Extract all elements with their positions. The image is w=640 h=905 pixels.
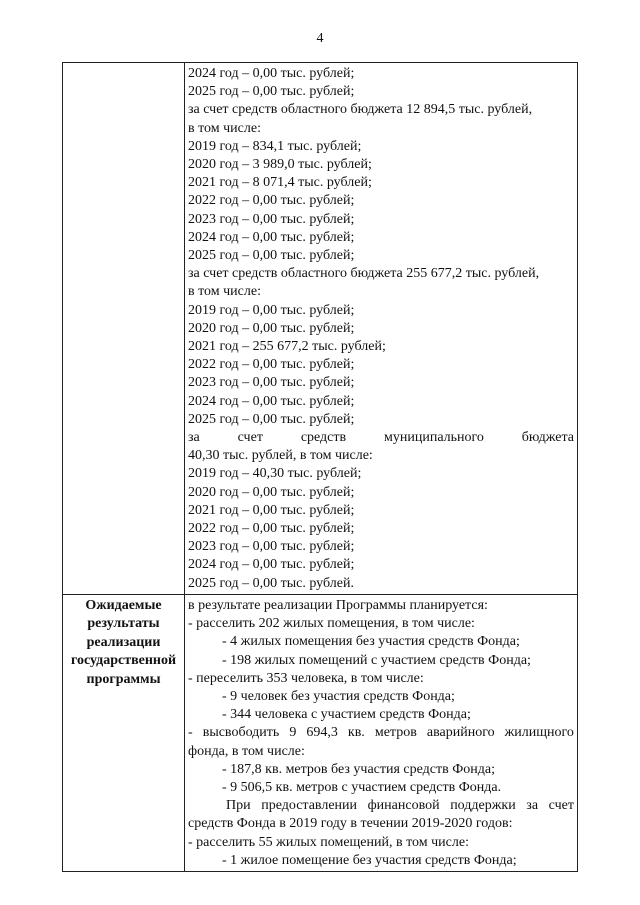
funding-line: 2025 год – 0,00 тыс. рублей. (188, 575, 354, 591)
result-line: - 344 человека с участием средств Фонда; (222, 707, 471, 723)
label-line: программы (86, 671, 161, 687)
funding-line: 2023 год – 0,00 тыс. рублей; (188, 375, 355, 391)
funding-line: за счет средств областного бюджета 255 677,2 тыс. рублей, (188, 266, 540, 282)
label-line: результаты (87, 616, 160, 632)
result-line: - 9 506,5 кв. метров с участием средств Фонда. (222, 779, 502, 795)
label-line: реализации (86, 634, 161, 650)
funding-line: 2020 год – 0,00 тыс. рублей; (188, 320, 355, 336)
result-line: - высвободить 9 694,3 кв. метров аварийного жилищного (188, 725, 574, 741)
result-line: в результате реализации Программы планируется: (188, 597, 488, 613)
result-line: средств Фонда в 2019 году в течении 2019-2020 годов: (188, 816, 513, 832)
funding-line: 2025 год – 0,00 тыс. рублей; (188, 84, 355, 100)
funding-line: 2024 год – 0,00 тыс. рублей; (188, 229, 355, 245)
funding-line: 2023 год – 0,00 тыс. рублей; (188, 211, 355, 227)
funding-line: 2020 год – 3 989,0 тыс. рублей; (188, 157, 372, 173)
funding-line: 2019 год – 834,1 тыс. рублей; (188, 138, 362, 154)
result-line: фонда, в том числе: (188, 743, 305, 759)
funding-line: в том числе: (188, 120, 261, 136)
funding-line: 2022 год – 0,00 тыс. рублей; (188, 193, 355, 209)
municipal-budget-word: за (188, 430, 200, 446)
funding-line: 2022 год – 0,00 тыс. рублей; (188, 357, 355, 373)
result-line: - 1 жилое помещение без участия средств Фонда; (222, 852, 517, 868)
result-line: - переселить 353 человека, в том числе: (188, 670, 424, 686)
result-line: - расселить 202 жилых помещения, в том числе: (188, 616, 475, 632)
funding-line: 2025 год – 0,00 тыс. рублей; (188, 248, 355, 264)
result-line: - 9 человек без участия средств Фонда; (222, 688, 455, 704)
municipal-budget-word: бюджета (521, 430, 574, 446)
funding-line: 2024 год – 0,00 тыс. рублей; (188, 66, 355, 81)
funding-line: 2023 год – 0,00 тыс. рублей; (188, 539, 355, 555)
funding-line: 2022 год – 0,00 тыс. рублей; (188, 521, 355, 537)
funding-line: 2020 год – 0,00 тыс. рублей; (188, 484, 355, 500)
expected-results-content-cell (185, 594, 578, 871)
result-line: - 198 жилых помещений с участием средств Фонда; (222, 652, 531, 668)
funding-line: 2021 год – 255 677,2 тыс. рублей; (188, 339, 386, 355)
expected-results-label (63, 597, 184, 690)
expected-results-text (188, 597, 574, 870)
program-passport-table (62, 62, 578, 872)
label-line: Ожидаемые (85, 597, 162, 613)
funding-line: 2024 год – 0,00 тыс. рублей; (188, 393, 355, 409)
funding-line: 2025 год – 0,00 тыс. рублей; (188, 411, 355, 427)
funding-line: 2024 год – 0,00 тыс. рублей; (188, 557, 355, 573)
funding-row (63, 63, 578, 595)
funding-line: 2021 год – 0,00 тыс. рублей; (188, 502, 355, 518)
funding-lines-a (188, 65, 574, 429)
funding-line: 2021 год – 8 071,4 тыс. рублей; (188, 175, 372, 191)
result-line: - расселить 55 жилых помещений, в том числе: (188, 834, 469, 850)
expected-results-row (63, 594, 578, 871)
result-line: - 187,8 кв. метров без участия средств Фонда; (222, 761, 496, 777)
funding-line: за счет средств областного бюджета 12 894,5 тыс. рублей, (188, 102, 533, 118)
label-line: государственной (70, 653, 177, 669)
funding-label-cell (63, 63, 185, 595)
municipal-budget-word: средств (300, 430, 347, 446)
result-line: - 4 жилых помещения без участия средств Фонда; (222, 634, 520, 650)
funding-line: 2019 год – 40,30 тыс. рублей; (188, 466, 362, 482)
page-number: 4 (316, 31, 324, 46)
funding-line: в том числе: (188, 284, 261, 300)
result-line: При предоставлении финансовой поддержки за счет (226, 798, 574, 814)
expected-results-label-cell (63, 594, 185, 871)
funding-line: 2019 год – 0,00 тыс. рублей; (188, 302, 355, 318)
municipal-budget-line (188, 429, 574, 447)
municipal-budget-word: счет (237, 430, 263, 446)
funding-content-cell (185, 63, 578, 595)
funding-lines-b (188, 447, 574, 593)
municipal-budget-word: муниципального (384, 430, 484, 446)
funding-line: 40,30 тыс. рублей, в том числе: (188, 448, 373, 464)
